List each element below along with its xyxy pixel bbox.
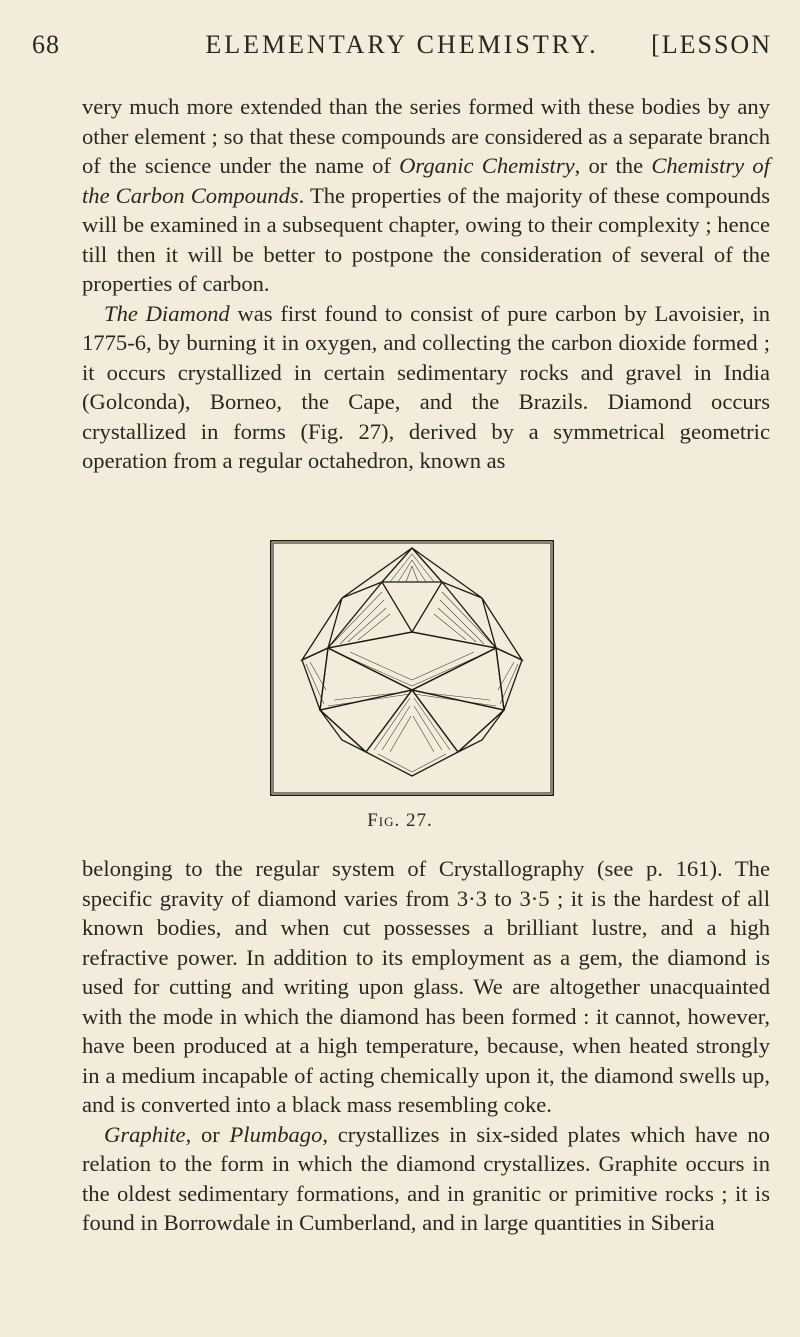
octahedron-engraving <box>270 540 554 796</box>
paragraph-graphite <box>82 1120 770 1238</box>
italic-term: Chemistry of the Carbon Compounds <box>82 153 770 208</box>
text-block-bottom <box>82 854 770 1238</box>
section-label: [LESSON <box>651 30 772 59</box>
running-title: ELEMENTARY CHEMISTRY. <box>205 30 599 59</box>
italic-term: The Diamond <box>104 300 230 326</box>
running-header <box>32 22 772 66</box>
paragraph-diamond-properties: belonging to the regular system of Crystallography (see p. 161). The specific gravity of diamond varies from 3·3 to 3·5 ; it is the hardest of all known bodies, and when cut possesses a brilliant lustre, and a high refractive power. In addition to its employment as a gem, the diamond is used for cutting and writing upon glass. We are altogether unacquainted with the mode in which the diamond has been formed : it cannot, however, have been produced at a high temperature, because, when heated strongly in a medium incapable of acting chemically upon it, the diamond swells up, and is converted into a black mass resembling coke. <box>82 856 770 1117</box>
text-run: , crystallizes in six-sided plates which have no relation to the form in which the diamond crystallizes. Graphite occurs in the oldest sedimentary formations, and in granitic or primitive rocks ; it is found in Borrowdale in Cumberland, and in large quantities in Siberia <box>82 1121 770 1235</box>
paragraph-diamond <box>82 299 770 476</box>
text-run: , or the <box>574 153 652 178</box>
text-block-top <box>82 92 770 476</box>
italic-term: Organic Chemistry <box>399 153 575 178</box>
page-number: 68 <box>32 30 60 59</box>
text-run: , or <box>185 1121 230 1147</box>
text-run: was first found to consist of pure carbon by Lavoisier, in 1775-6, by burning it in oxygen, and collecting the carbon dioxide formed ; it occurs crystallized in certain sedimentary rocks and gravel in India (Golconda), Borneo, the Cape, and the Brazils. Diamond occurs crystallized in forms (Fig. 27), derived by a symmetrical geometric operation from a regular octahedron, known as <box>82 300 770 473</box>
figure-caption: Fig. 27. <box>367 810 433 831</box>
italic-term: Plumbago <box>229 1121 323 1147</box>
text-run: . The properties of the majority of these compounds will be examined in a subsequent chapter, owing to their complexity ; hence till then it will be better to postpone the consideration of several of the properties of carbon. <box>82 182 770 296</box>
paragraph-organic-chemistry <box>82 92 770 299</box>
text-run: very much more extended than the series formed with these bodies by any other element ; so that these compounds are considered as a separate branch of the science under the name of <box>82 94 770 178</box>
diamond-crystal-figure <box>270 540 554 796</box>
italic-term: Graphite <box>104 1121 186 1147</box>
